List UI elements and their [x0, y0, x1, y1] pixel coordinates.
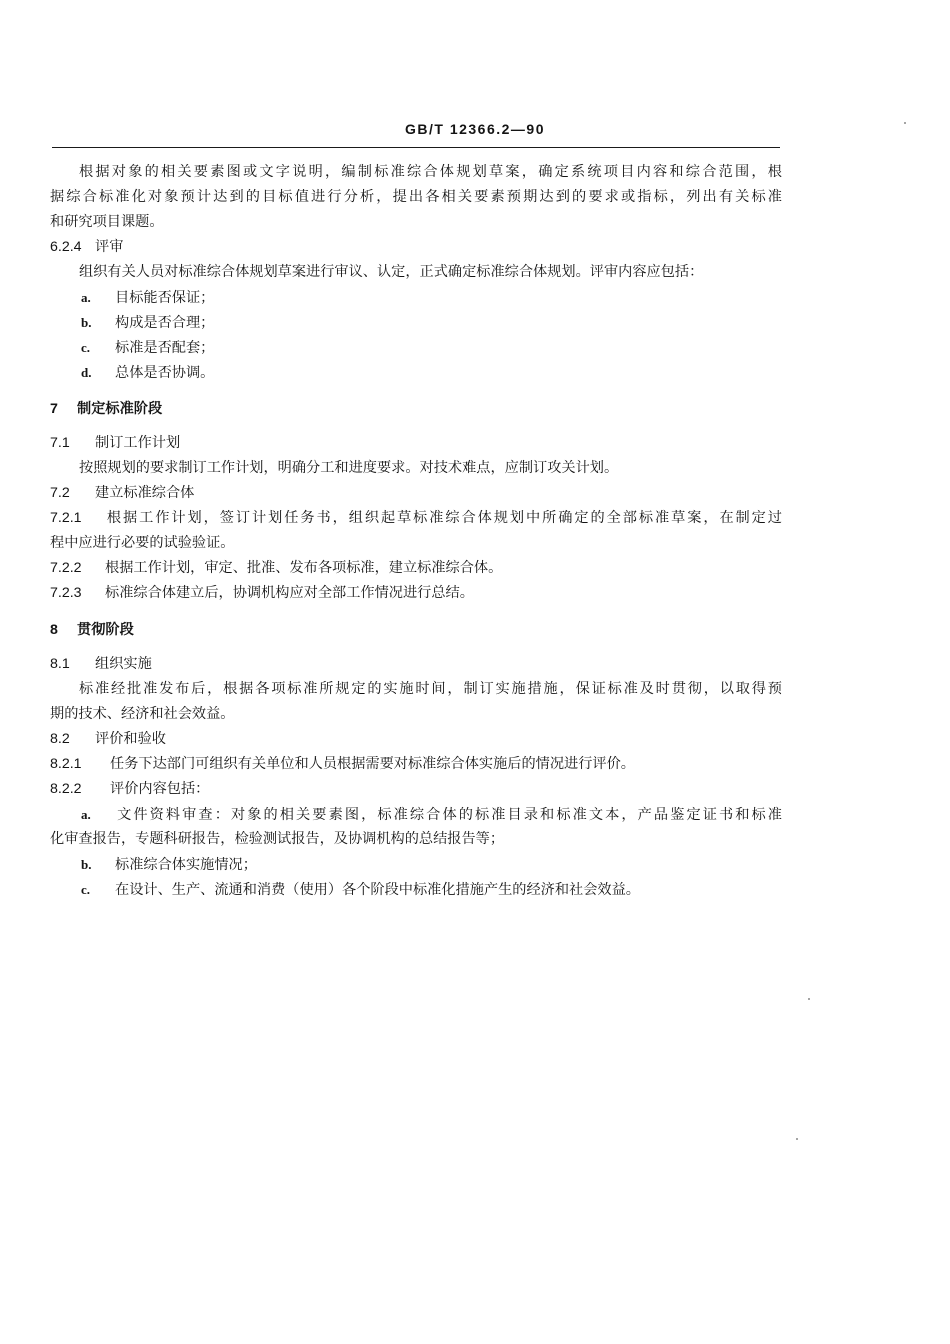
section-title: 制订工作计划 — [95, 435, 181, 451]
section-7-2-heading — [50, 481, 782, 506]
section-title: 组织实施 — [95, 656, 152, 672]
list-item-text: 标准综合体实施情况； — [115, 857, 257, 873]
chapter-number: 8 — [50, 622, 58, 638]
section-7-2-1-line-1 — [50, 506, 782, 531]
list-item-text: 在设计、生产、流通和消费（使用）各个阶段中标准化措施产生的经济和社会效益。 — [115, 882, 640, 898]
intro-line-3: 和研究项目课题。 — [50, 214, 164, 230]
section-number: 7.2.1 — [50, 510, 82, 526]
list-item-continuation: 化审查报告，专题科研报告，检验测试报告，及协调机构的总结报告等； — [50, 831, 505, 847]
list-item-label: c. — [81, 882, 91, 897]
list-item — [50, 335, 782, 360]
scan-speck — [796, 1138, 798, 1140]
section-text: 根据工作计划，签订计划任务书，组织起草标准综合体规划中所确定的全部标准草案，在制定过 — [105, 510, 782, 526]
chapter-7-heading — [50, 397, 782, 422]
section-7-2-3 — [50, 581, 782, 606]
chapter-8-heading — [50, 618, 782, 643]
header-rule — [52, 147, 780, 148]
section-8-2-1 — [50, 752, 782, 777]
section-7-1-heading — [50, 431, 782, 456]
section-6-2-4-text: 组织有关人员对标准综合体规划草案进行审议、认定，正式确定标准综合体规划。评审内容应包括： — [79, 264, 704, 280]
section-text: 任务下达部门可组织有关单位和人员根据需要对标准综合体实施后的情况进行评价。 — [110, 756, 635, 772]
list-item-label: a. — [81, 807, 91, 822]
section-8-2-2-heading — [50, 777, 782, 802]
list-item-text: 目标能否保证； — [115, 290, 215, 306]
list-item — [50, 285, 782, 310]
section-7-2-2 — [50, 556, 782, 581]
scan-speck — [808, 998, 810, 1000]
list-item — [50, 360, 782, 385]
section-number: 8.2.1 — [50, 756, 82, 772]
section-title: 评价和验收 — [95, 731, 166, 747]
document-body — [50, 160, 782, 902]
list-item — [50, 310, 782, 335]
section-number: 8.2.2 — [50, 781, 82, 797]
page-header-code: GB/T 12366.2—90 — [404, 121, 545, 137]
section-8-2-heading — [50, 727, 782, 752]
list-item-text: 总体是否协调。 — [115, 365, 215, 381]
scan-speck — [904, 122, 906, 124]
section-number: 6.2.4 — [50, 239, 82, 255]
section-number: 7.1 — [50, 435, 70, 451]
section-number: 7.2.2 — [50, 560, 82, 576]
list-item-label: d. — [81, 365, 92, 380]
section-number: 7.2.3 — [50, 585, 82, 601]
chapter-title: 制定标准阶段 — [77, 401, 163, 417]
list-item-label: c. — [81, 340, 91, 355]
section-8-1-line-2: 期的技术、经济和社会效益。 — [50, 706, 235, 722]
intro-line-1: 根据对象的相关要素图或文字说明，编制标准综合体规划草案，确定系统项目内容和综合范围，根 — [79, 164, 782, 180]
section-number: 8.2 — [50, 731, 70, 747]
list-item-label: b. — [81, 315, 92, 330]
list-item — [50, 877, 782, 902]
list-item — [50, 802, 782, 827]
chapter-number: 7 — [50, 401, 58, 417]
list-item-text: 标准是否配套； — [115, 340, 215, 356]
section-8-1-heading — [50, 652, 782, 677]
section-text: 标准综合体建立后，协调机构应对全部工作情况进行总结。 — [105, 585, 474, 601]
section-6-2-4-heading — [50, 235, 782, 260]
section-number: 8.1 — [50, 656, 70, 672]
list-item — [50, 852, 782, 877]
section-8-1-line-1: 标准经批准发布后，根据各项标准所规定的实施时间，制订实施措施，保证标准及时贯彻，以取得预 — [79, 681, 782, 697]
chapter-title: 贯彻阶段 — [77, 622, 134, 638]
section-title: 评价内容包括： — [110, 781, 210, 797]
intro-line-2: 据综合标准化对象预计达到的目标值进行分析，提出各相关要素预期达到的要求或指标，列出有关标准 — [50, 189, 782, 205]
list-item-label: b. — [81, 857, 92, 872]
section-text: 根据工作计划，审定、批准、发布各项标准，建立标准综合体。 — [105, 560, 503, 576]
list-item-text: 构成是否合理； — [115, 315, 215, 331]
section-7-2-1-line-2: 程中应进行必要的试验验证。 — [50, 535, 235, 551]
section-title: 建立标准综合体 — [95, 485, 195, 501]
section-title: 评审 — [95, 239, 124, 255]
list-item-label: a. — [81, 290, 91, 305]
section-7-1-text: 按照规划的要求制订工作计划，明确分工和进度要求。对技术难点，应制订攻关计划。 — [79, 460, 619, 476]
section-number: 7.2 — [50, 485, 70, 501]
list-item-text: 文件资料审查：对象的相关要素图，标准综合体的标准目录和标准文本，产品鉴定证书和标准 — [115, 807, 782, 823]
